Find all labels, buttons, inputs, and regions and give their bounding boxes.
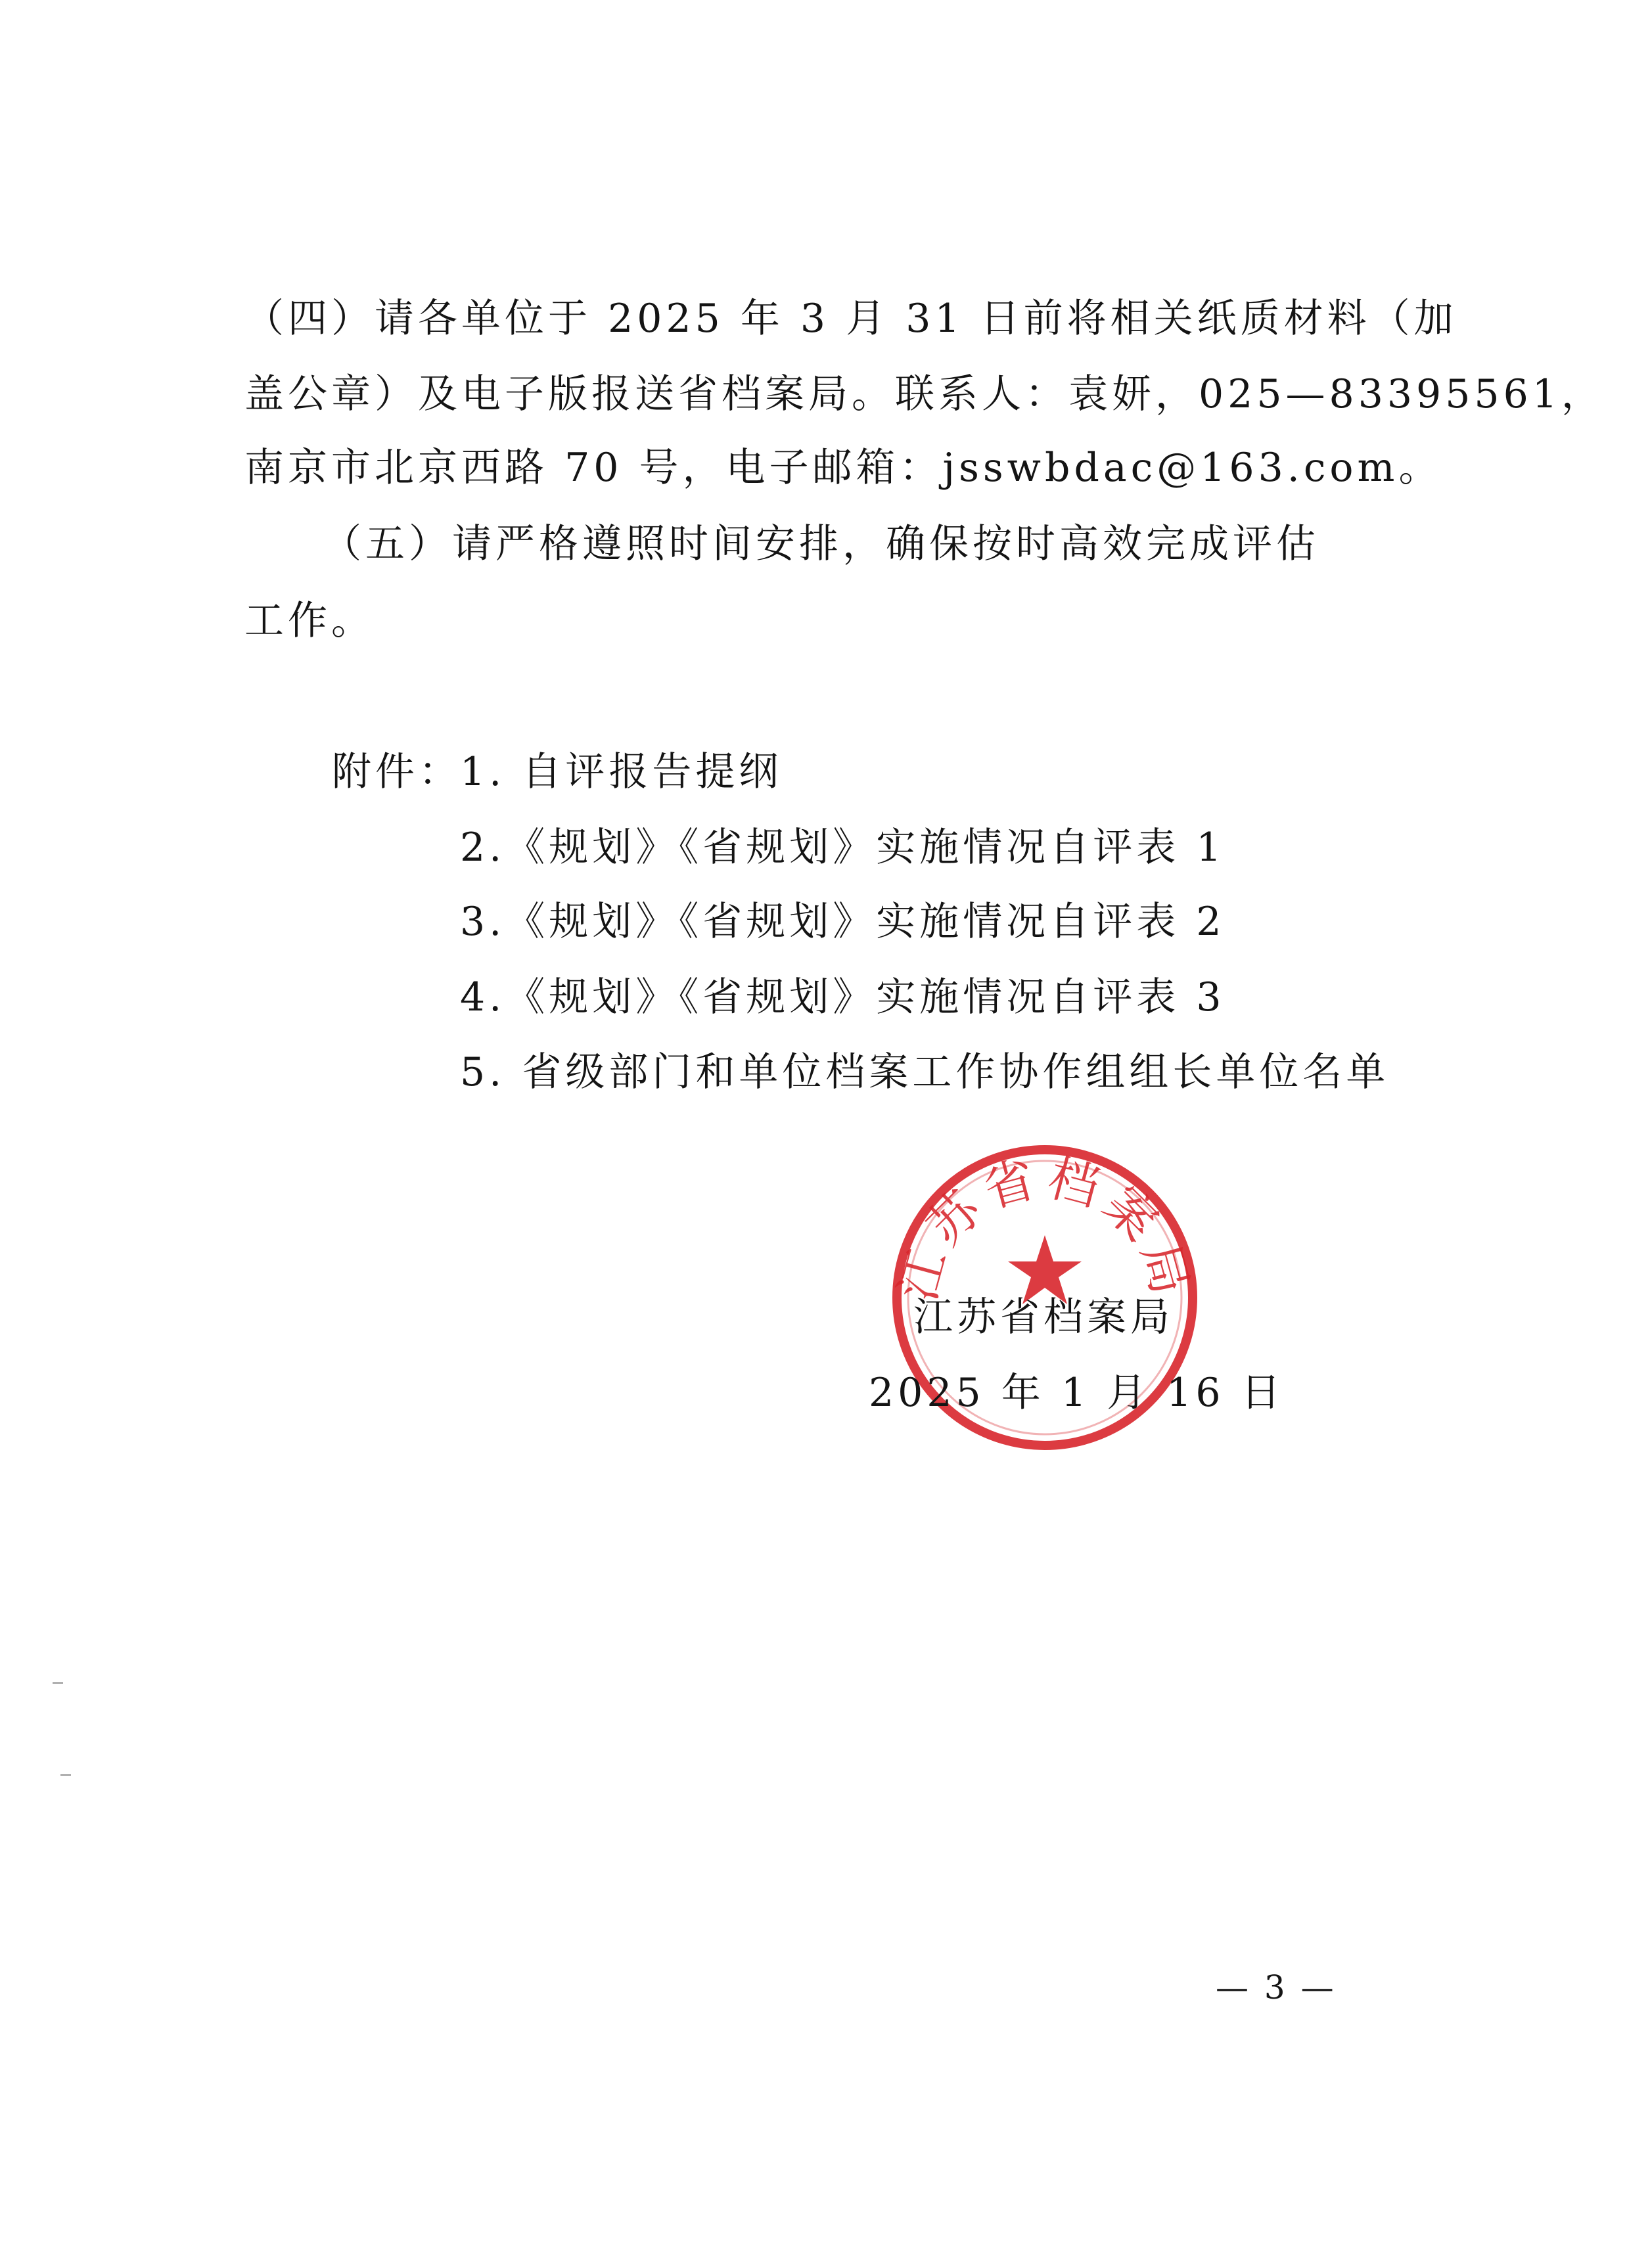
paragraph-4-line-2: 盖公章）及电子版报送省档案局。联系人：袁妍，025—83395561， [244, 371, 1605, 417]
attachments-heading: 附件： [332, 749, 462, 795]
attachment-item: 5. 省级部门和单位档案工作协作组组长单位名单 [460, 1049, 1390, 1095]
paragraph-4-line-3: 南京市北京西路 70 号，电子邮箱：jsswbdac@163.com。 [244, 445, 1442, 491]
attachment-item: 1. 自评报告提纲 [460, 749, 783, 795]
signing-date: 2025 年 1 月 16 日 [869, 1370, 1285, 1416]
scan-edge-mark [60, 1774, 71, 1776]
scan-edge-mark [53, 1682, 63, 1684]
attachment-item: 4.《规划》《省规划》实施情况自评表 3 [460, 974, 1226, 1020]
paragraph-5-line-2: 工作。 [244, 598, 375, 644]
signing-organization: 江苏省档案局 [913, 1294, 1174, 1340]
page-number: — 3 — [1216, 1968, 1337, 2007]
paragraph-5-line-1: （五）请严格遵照时间安排，确保按时高效完成评估 [322, 521, 1319, 567]
svg-text:江苏省档案局: 江苏省档案局 [888, 1148, 1202, 1307]
attachment-item: 2.《规划》《省规划》实施情况自评表 1 [460, 825, 1226, 871]
paragraph-4-line-1: （四）请各单位于 2025 年 3 月 31 日前将相关纸质材料（加 [244, 296, 1457, 342]
attachment-item: 3.《规划》《省规划》实施情况自评表 2 [460, 899, 1226, 945]
